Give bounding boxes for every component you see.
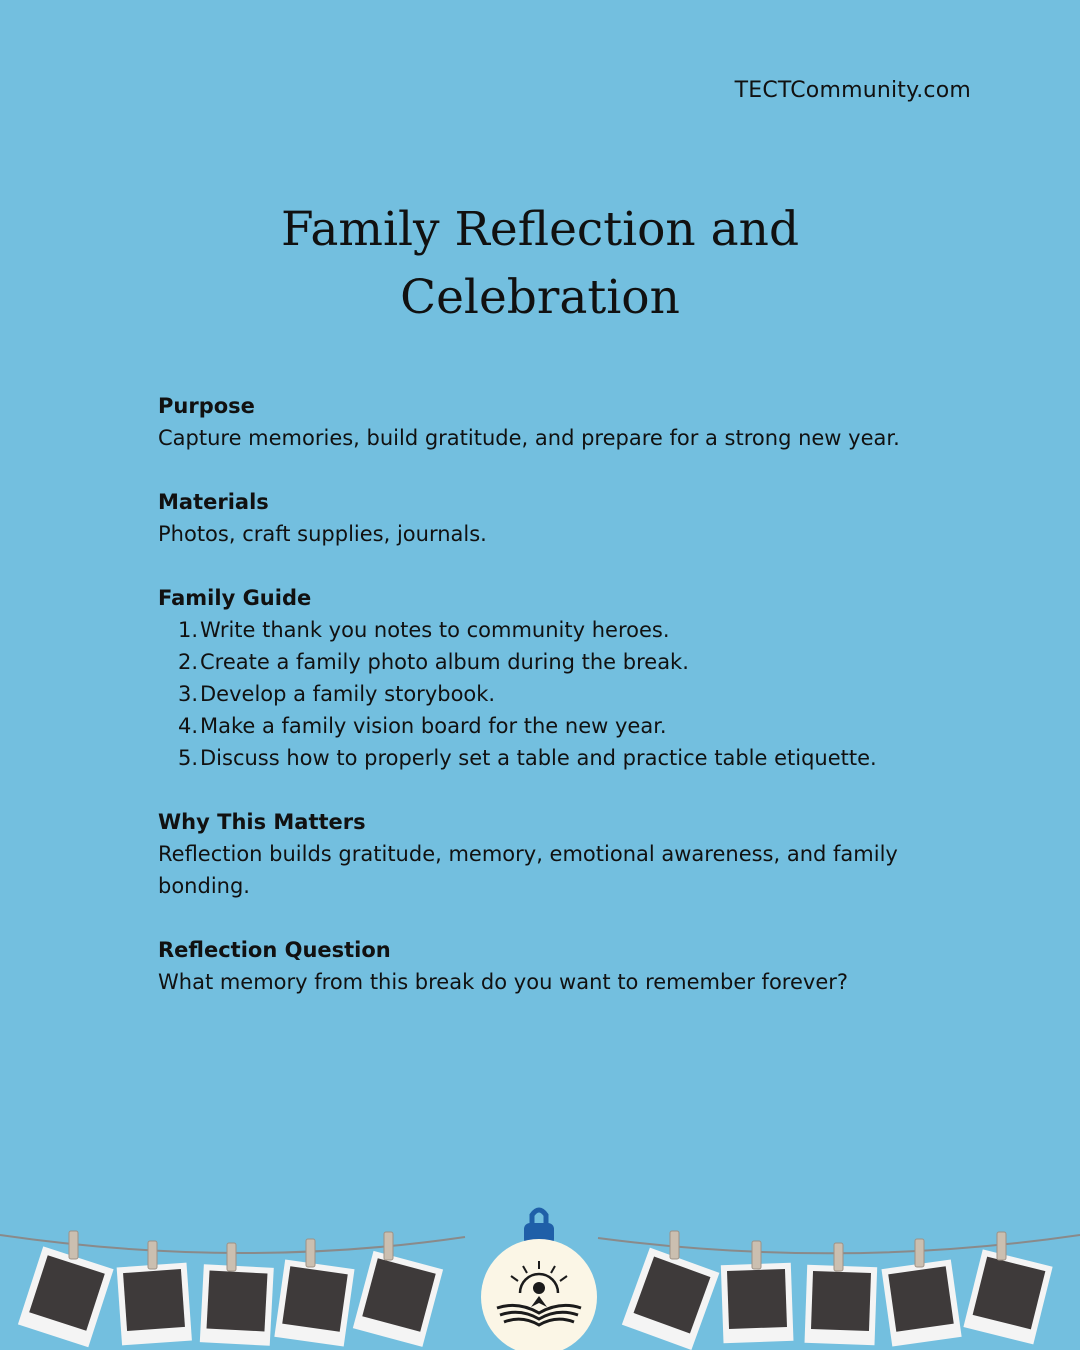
reflection-question-text: What memory from this break do you want to remember forever?: [158, 970, 849, 994]
reflection-question-heading: Reflection Question: [158, 938, 391, 962]
polaroid-10: [963, 1249, 1052, 1344]
list-item-text: Write thank you notes to community heroes.: [200, 618, 670, 642]
polaroid-4: [274, 1259, 354, 1346]
site-url: TECTCommunity.com: [734, 78, 971, 103]
list-item: [158, 646, 938, 678]
list-item-number: 5.: [177, 746, 198, 770]
list-item: [158, 710, 938, 742]
family-guide-list: [158, 614, 938, 774]
list-item-number: 2.: [177, 650, 198, 674]
page-title: [0, 196, 1080, 332]
clothespin-icon: [148, 1241, 157, 1269]
clothespin-icon: [306, 1239, 315, 1267]
polaroid-8: [805, 1265, 878, 1345]
why-text: Reflection builds gratitude, memory, emotional awareness, and family bonding.: [158, 842, 898, 898]
polaroid-9: [881, 1259, 961, 1346]
title-line-2: Celebration: [400, 270, 680, 325]
clothespin-icon: [752, 1241, 761, 1269]
materials-section: [158, 486, 938, 550]
family-guide-section: [158, 582, 938, 774]
polaroid-7: [721, 1263, 794, 1343]
ornament-hook-icon: [532, 1210, 546, 1225]
why-heading: Why This Matters: [158, 810, 366, 834]
clothespin-icon: [915, 1239, 924, 1267]
why-section: [158, 806, 938, 902]
clothespin-icon: [384, 1232, 393, 1260]
clothespin-icon: [834, 1243, 843, 1271]
activity-content: [158, 390, 938, 1030]
purpose-section: [158, 390, 938, 454]
clothespin-icon: [670, 1231, 679, 1259]
reflection-question-section: [158, 934, 938, 998]
materials-heading: Materials: [158, 490, 269, 514]
ornament-logo: [481, 1210, 597, 1350]
polaroid-6: [622, 1248, 720, 1350]
list-item-text: Create a family photo album during the break.: [200, 650, 689, 674]
list-item-text: Develop a family storybook.: [200, 682, 496, 706]
photo-line-decoration: [0, 1195, 1080, 1350]
list-item: [158, 614, 938, 646]
polaroid-1: [18, 1246, 114, 1347]
materials-text: Photos, craft supplies, journals.: [158, 522, 487, 546]
title-line-1: Family Reflection and: [280, 202, 800, 257]
list-item-number: 1.: [177, 618, 198, 642]
clothespin-icon: [227, 1243, 236, 1271]
list-item-text: Discuss how to properly set a table and practice table etiquette.: [200, 746, 877, 770]
polaroid-3: [200, 1264, 274, 1346]
purpose-heading: Purpose: [158, 394, 255, 418]
list-item-number: 4.: [177, 714, 198, 738]
list-item: [158, 742, 938, 774]
list-item-text: Make a family vision board for the new year.: [200, 714, 667, 738]
list-item: [158, 678, 938, 710]
polaroid-2: [117, 1263, 192, 1346]
clothespin-icon: [69, 1231, 78, 1259]
list-item-number: 3.: [177, 682, 198, 706]
polaroid-5: [353, 1251, 443, 1347]
purpose-text: Capture memories, build gratitude, and prepare for a strong new year.: [158, 426, 900, 450]
logo-circle: [481, 1239, 597, 1350]
family-guide-heading: Family Guide: [158, 586, 312, 610]
clothespin-icon: [997, 1232, 1006, 1260]
